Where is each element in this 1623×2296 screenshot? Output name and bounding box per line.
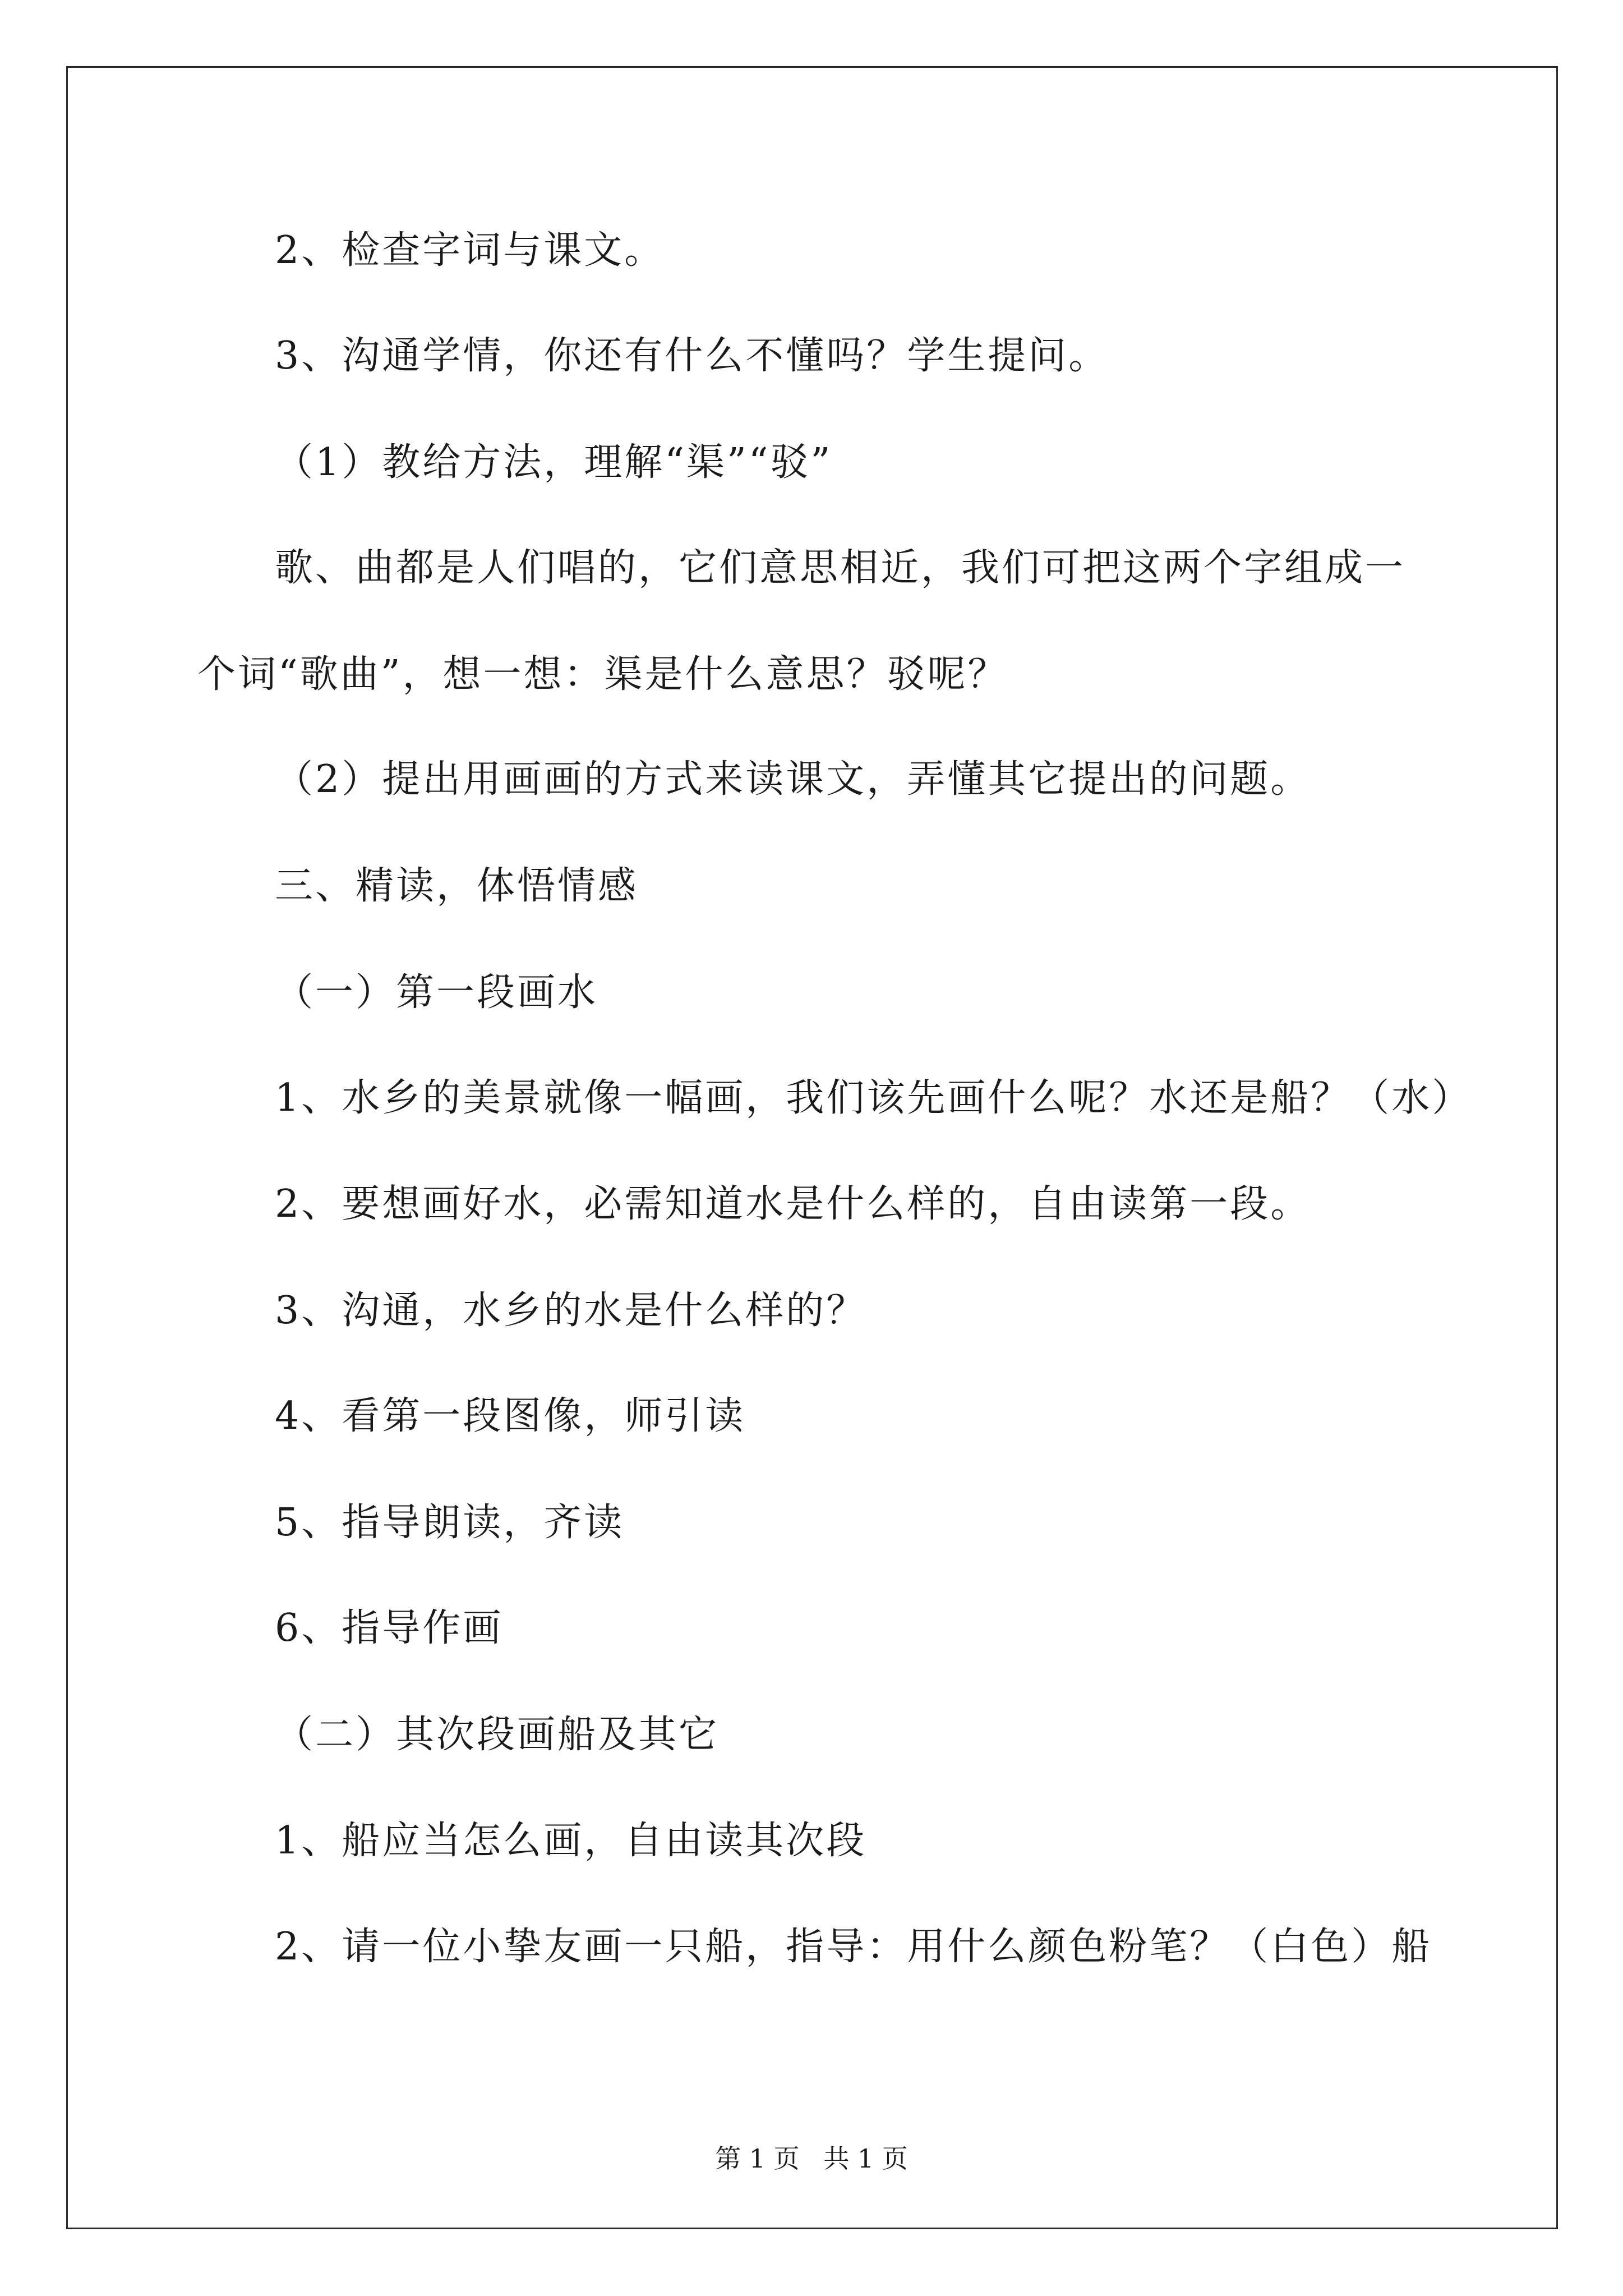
text-line-1: 2、检查字词与课文。 xyxy=(275,228,665,273)
text-line-2: 3、沟通学情，你还有什么不懂吗？学生提问。 xyxy=(275,334,1109,378)
section-heading-3: 三、精读，体悟情感 xyxy=(275,864,639,908)
subsection-heading-1: （一）第一段画水 xyxy=(275,970,598,1015)
page-total: 共 1 页 xyxy=(823,2143,908,2174)
text-line-4: 歌、曲都是人们唱的，它们意思相近，我们可把这两个字组成一 xyxy=(275,546,1406,590)
text-line-10: 2、要想画好水，必需知道水是什么样的，自由读第一段。 xyxy=(275,1182,1311,1226)
text-line-14: 6、指导作画 xyxy=(275,1606,504,1650)
page-number: 第 1 页 xyxy=(715,2143,800,2174)
text-line-16: 1、船应当怎么画，自由读其次段 xyxy=(275,1819,867,1863)
text-line-6: （2）提出用画画的方式来读课文，弄懂其它提出的问题。 xyxy=(275,757,1311,802)
page-footer xyxy=(0,2142,1623,2175)
text-line-9: 1、水乡的美景就像一幅画，我们该先画什么呢？水还是船？（水） xyxy=(275,1076,1473,1120)
page-border xyxy=(66,66,1558,2229)
text-line-5: 个词“歌曲”，想一想：渠是什么意思？驳呢？ xyxy=(197,652,1008,697)
text-line-17: 2、请一位小挚友画一只船，指导：用什么颜色粉笔？（白色）船 xyxy=(275,1925,1432,1969)
text-line-13: 5、指导朗读，齐读 xyxy=(275,1501,625,1545)
text-line-12: 4、看第一段图像，师引读 xyxy=(275,1394,746,1438)
text-line-11: 3、沟通，水乡的水是什么样的？ xyxy=(275,1289,867,1333)
text-line-3: （1）教给方法，理解“渠”“驳” xyxy=(275,440,833,485)
subsection-heading-2: （二）其次段画船及其它 xyxy=(275,1713,720,1757)
